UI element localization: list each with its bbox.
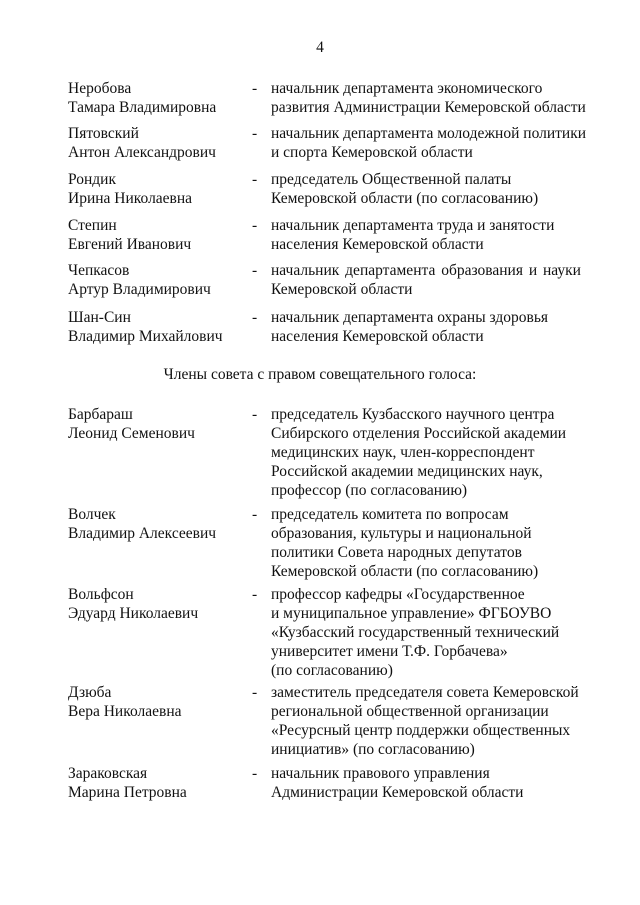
member-surname: Чепкасов [68,262,130,279]
member-given-names: Владимир Алексеевич [68,525,217,542]
position-line: начальник департамента молодежной политики [271,125,587,142]
position-line: инициатив» (по согласованию) [271,741,475,758]
dash-separator: - [252,684,258,701]
position-line: образования, культуры и национальной [271,525,532,542]
position-line: (по согласованию) [271,662,393,679]
member-name [68,170,192,208]
member-name [68,683,182,721]
member-position [271,405,581,500]
dash-separator: - [252,309,258,326]
position-line: Кемеровской области (по согласованию) [271,190,539,207]
member-surname: Барбараш [68,406,133,423]
member-surname: Дзюба [68,684,112,701]
member-position [271,124,587,162]
position-line: политики Совета народных депутатов [271,544,522,561]
member-entry [68,405,583,499]
position-line: председатель комитета по вопросам [271,506,509,523]
position-line: профессор кафедры «Государственное [271,586,525,603]
member-surname: Пятовский [68,125,139,142]
member-name [68,124,216,162]
member-entry [68,308,583,345]
member-surname: Степин [68,217,117,234]
member-position [271,505,581,581]
member-position [271,683,581,759]
position-line: и муниципальное управление» ФГБОУВО [271,605,552,622]
dash-separator: - [252,586,258,603]
member-entry [68,683,583,758]
dash-separator: - [252,125,258,142]
member-name [68,505,216,543]
member-surname: Неробова [68,80,132,97]
member-given-names: Артур Владимирович [68,281,211,298]
position-line: профессор (по согласованию) [271,482,468,499]
position-line: «Кузбасский государственный технический [271,624,560,641]
member-surname: Вольфсон [68,586,134,603]
member-name [68,79,216,117]
dash-separator: - [252,406,258,423]
position-line: «Ресурсный центр поддержки общественных [271,722,571,739]
dash-separator: - [252,765,258,782]
position-line: начальник департамента охраны здоровья [271,309,549,326]
member-position [271,585,581,680]
member-name [68,261,211,299]
dash-separator: - [252,506,258,523]
member-position [271,216,581,254]
position-line: Кемеровской области [271,281,413,298]
position-line: медицинских наук, член-корреспондент [271,444,535,461]
position-line: региональной общественной организации [271,703,549,720]
member-entry [68,216,583,253]
dash-separator: - [252,262,258,279]
dash-separator: - [252,80,258,97]
member-position [271,79,586,117]
member-surname: Рондик [68,171,116,188]
member-name [68,216,191,254]
position-line: начальник департамента экономического [271,80,543,97]
member-name [68,585,198,623]
page-number: 4 [316,39,324,56]
position-line: населения Кемеровской области [271,236,484,253]
member-given-names: Евгений Иванович [68,236,192,253]
member-surname: Волчек [68,506,116,523]
member-entry [68,170,583,207]
position-line: начальник департамента образования и науки [271,262,581,279]
member-position [271,261,581,299]
member-given-names: Владимир Михайлович [68,328,223,345]
position-line: Сибирского отделения Российской академии [271,425,567,442]
member-entry [68,124,587,161]
position-line: населения Кемеровской области [271,328,484,345]
member-position [271,170,581,208]
member-surname: Зараковская [68,765,148,782]
member-entry [68,505,583,580]
member-surname: Шан-Син [68,309,131,326]
member-given-names: Эдуард Николаевич [68,605,199,622]
member-position [271,308,581,346]
member-entry [68,764,583,801]
member-given-names: Ирина Николаевна [68,190,193,207]
member-given-names: Антон Александрович [68,144,216,161]
position-line: Российской академии медицинских наук, [271,463,543,480]
member-position [271,764,581,802]
position-line: развития Администрации Кемеровской области [271,99,586,116]
position-line: начальник правового управления [271,765,490,782]
position-line: председатель Общественной палаты [271,171,512,188]
member-given-names: Вера Николаевна [68,703,182,720]
position-line: заместитель председателя совета Кемеровской [271,684,579,701]
member-given-names: Леонид Семенович [68,425,195,442]
member-name [68,308,223,346]
member-entry [68,585,583,679]
position-line: начальник департамента труда и занятости [271,217,555,234]
position-line: Администрации Кемеровской области [271,784,524,801]
section-heading: Члены совета с правом совещательного голоса: [163,366,477,383]
dash-separator: - [252,171,258,188]
member-entry [68,261,583,298]
position-line: Кемеровской области (по согласованию) [271,563,539,580]
position-line: председатель Кузбасского научного центра [271,406,555,423]
position-line: и спорта Кемеровской области [271,144,473,161]
member-entry [68,79,586,116]
member-given-names: Тамара Владимировна [68,99,217,116]
dash-separator: - [252,217,258,234]
member-given-names: Марина Петровна [68,784,187,801]
member-name [68,405,195,443]
member-name [68,764,187,802]
position-line: университет имени Т.Ф. Горбачева» [271,643,508,660]
